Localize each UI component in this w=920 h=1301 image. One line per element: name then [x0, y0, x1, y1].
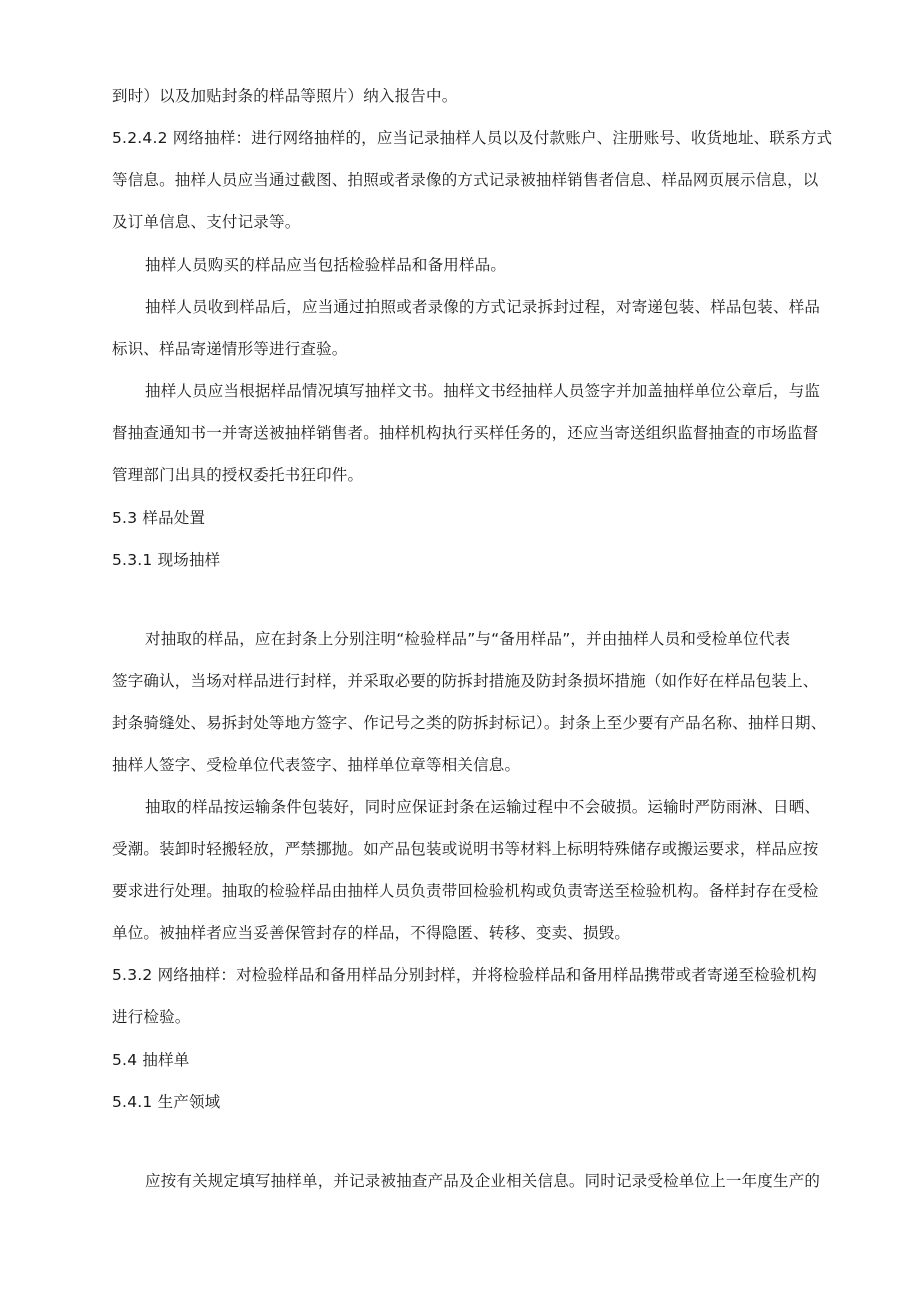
paragraph-samples-purchased: 抽样人员购买的样品应当包括检验样品和备用样品。	[145, 256, 507, 274]
heading-5-3: 5.3 样品处置	[112, 509, 206, 527]
paragraph-sealing-line-3: 封条骑缝处、易拆封处等地方签字、作记号之类的防拆封标记）。封条上至少要有产品名称、抽样日期、	[112, 714, 827, 732]
paragraph-transport-line-2: 受潮。装卸时轻搬轻放，严禁挪抛。如产品包装或说明书等材料上标明特殊储存或搬运要求，样品应按	[112, 840, 819, 858]
section-5-2-4-2-line-1: 5.2.4.2 网络抽样：进行网络抽样的，应当记录抽样人员以及付款账户、注册账号、收货地址、联系方式	[112, 129, 833, 147]
paragraph-unpacking-line-2: 标识、样品寄递情形等进行查验。	[112, 340, 348, 358]
paragraph-documents-line-1: 抽样人员应当根据样品情况填写抽样文书。抽样文书经抽样人员签字并加盖抽样单位公章后，与监	[145, 382, 821, 400]
paragraph-unpacking-line-1: 抽样人员收到样品后，应当通过拍照或者录像的方式记录拆封过程，对寄递包装、样品包装、样品	[145, 298, 821, 316]
heading-5-4: 5.4 抽样单	[112, 1051, 190, 1069]
paragraph-sealing-line-2: 签字确认，当场对样品进行封样，并采取必要的防拆封措施及防封条损坏措施（如作好在样品包装上、	[112, 672, 819, 690]
paragraph-documents-line-3: 管理部门出具的授权委托书狂印件。	[112, 466, 364, 484]
paragraph-transport-line-4: 单位。被抽样者应当妥善保管封存的样品，不得隐匿、转移、变卖、损毁。	[112, 924, 631, 942]
paragraph-transport-line-3: 要求进行处理。抽取的检验样品由抽样人员负责带回检验机构或负责寄送至检验机构。备样封存在受检	[112, 882, 819, 900]
heading-5-3-1: 5.3.1 现场抽样	[112, 551, 221, 569]
paragraph-transport-line-1: 抽取的样品按运输条件包装好，同时应保证封条在运输过程中不会破损。运输时严防雨淋、日晒、	[145, 798, 821, 816]
section-5-2-4-2-line-3: 及订单信息、支付记录等。	[112, 213, 301, 231]
heading-5-4-1: 5.4.1 生产领域	[112, 1093, 221, 1111]
paragraph-sealing-line-4: 抽样人签字、受检单位代表签字、抽样单位章等相关信息。	[112, 756, 521, 774]
paragraph-documents-line-2: 督抽查通知书一并寄送被抽样销售者。抽样机构执行买样任务的，还应当寄送组织监督抽查的市场监督	[112, 424, 819, 442]
section-5-3-2-line-2: 进行检验。	[112, 1008, 191, 1026]
text-line-continuation: 到时）以及加贴封条的样品等照片）纳入报告中。	[112, 87, 458, 105]
paragraph-sampling-form-line-1: 应按有关规定填写抽样单，并记录被抽查产品及企业相关信息。同时记录受检单位上一年度生产的	[145, 1172, 821, 1190]
paragraph-sealing-line-1: 对抽取的样品，应在封条上分别注明“检验样品”与“备用样品”，并由抽样人员和受检单位代表	[145, 630, 791, 648]
section-5-3-2-line-1: 5.3.2 网络抽样：对检验样品和备用样品分别封样，并将检验样品和备用样品携带或者寄递至检验机构	[112, 966, 817, 984]
section-5-2-4-2-line-2: 等信息。抽样人员应当通过截图、拍照或者录像的方式记录被抽样销售者信息、样品网页展示信息，以	[112, 171, 819, 189]
